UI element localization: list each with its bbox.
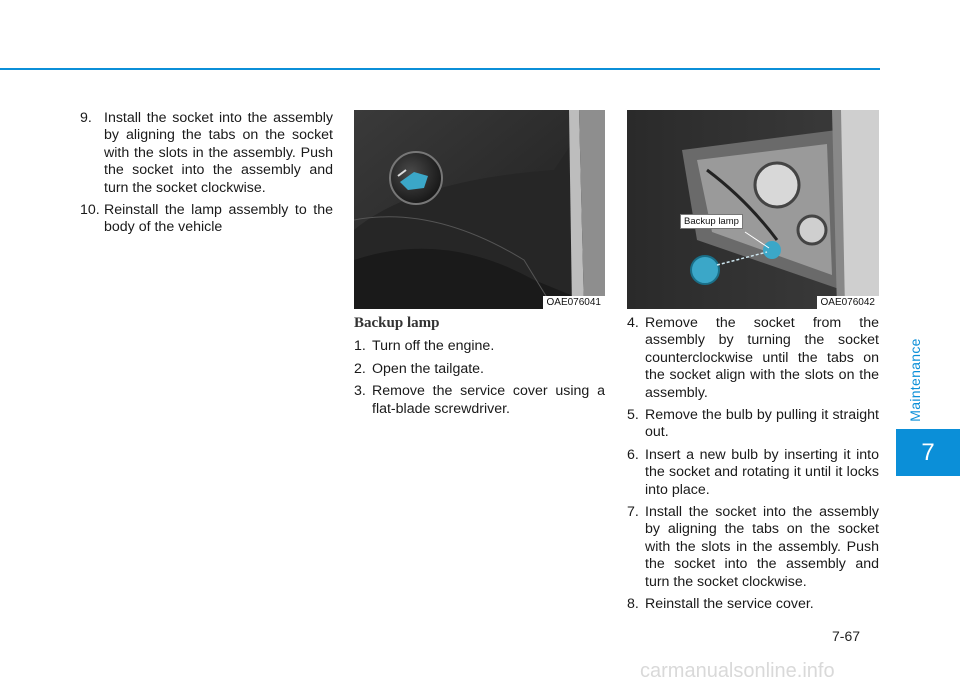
list-item <box>627 447 879 499</box>
section-tab-label: Maintenance <box>907 338 923 422</box>
section-tab <box>903 330 927 430</box>
backup-lamp-illustration <box>627 110 879 309</box>
list-item <box>627 315 879 402</box>
middle-steps-list <box>354 338 605 418</box>
header-rule <box>0 68 880 70</box>
list-item <box>627 596 879 613</box>
step-number: 2. <box>354 360 366 377</box>
step-number: 7. <box>627 504 639 521</box>
watermark: carmanualsonline.info <box>640 660 835 682</box>
step-number: 8. <box>627 596 639 613</box>
list-item <box>80 110 333 197</box>
page-number: 7-67 <box>832 628 861 644</box>
step-number: 4. <box>627 315 639 331</box>
list-item <box>80 202 333 237</box>
step-text: Install the socket into the assembly by aligning the tabs on the socket with the slots in the assembly. Push the socket into the assembly and turn the socket clockwise. <box>645 504 879 590</box>
step-number: 9. <box>80 110 92 126</box>
step-text: Open the tailgate. <box>372 360 485 377</box>
service-cover-photo <box>354 110 605 309</box>
list-item <box>354 383 605 418</box>
step-number: 6. <box>627 446 639 463</box>
figure-code: OAE076041 <box>543 296 606 309</box>
backup-lamp-callout: Backup lamp <box>680 214 743 229</box>
left-column <box>80 110 333 242</box>
section-heading: Backup lamp <box>354 315 440 331</box>
middle-column <box>354 315 605 423</box>
step-number: 1. <box>354 338 366 355</box>
step-text: Insert a new bulb by inserting it into the socket and rotating it until it locks into place. <box>645 446 879 498</box>
step-text: Install the socket into the assembly by aligning the tabs on the socket with the slots in the assembly. Push the socket into the assembly and turn the socket clockwise. <box>104 110 333 196</box>
step-text: Reinstall the lamp assembly to the body of the vehicle <box>104 202 333 236</box>
chapter-number-box: 7 <box>896 429 960 476</box>
step-text: Remove the socket from the assembly by turning the socket counterclockwise until the tabs on the socket align with the slots on the assembly. <box>645 315 879 401</box>
list-item <box>354 361 605 378</box>
backup-lamp-photo <box>627 110 879 309</box>
right-column <box>627 315 879 619</box>
step-number: 10. <box>80 202 100 219</box>
list-item <box>627 407 879 442</box>
step-text: Reinstall the service cover. <box>645 596 814 613</box>
service-cover-illustration <box>354 110 605 309</box>
step-number: 5. <box>627 407 639 424</box>
list-item <box>354 338 605 355</box>
right-steps-list <box>627 315 879 614</box>
list-item <box>627 504 879 591</box>
step-text: Turn off the engine. <box>372 338 495 355</box>
figure-code: OAE076042 <box>817 296 880 309</box>
step-number: 3. <box>354 383 366 400</box>
step-text: Remove the bulb by pulling it straight out. <box>645 407 879 441</box>
left-steps-list <box>80 110 333 237</box>
step-text: Remove the service cover using a flat-blade screwdriver. <box>372 383 605 417</box>
